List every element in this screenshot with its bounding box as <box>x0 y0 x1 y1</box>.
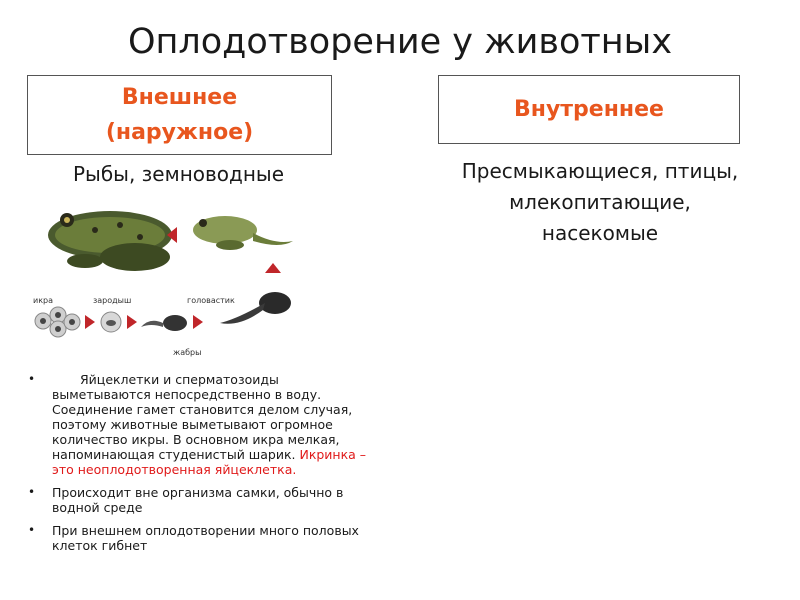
internal-label: Внутреннее <box>514 97 664 122</box>
internal-examples-caption <box>430 156 770 249</box>
bullet-item <box>28 372 373 477</box>
bullet-item <box>28 523 373 553</box>
internal-examples-line1: Пресмыкающиеся, птицы, <box>461 159 739 183</box>
embryo-icon <box>101 312 121 332</box>
label-embryo: зародыш <box>93 296 132 305</box>
bullet-list <box>28 372 373 561</box>
label-tadpole: головастик <box>187 296 235 305</box>
eggs-icon <box>35 307 80 337</box>
bullet-highlight: Икринка – это неоплодотворенная яйцеклетка. <box>52 447 367 477</box>
bullet-item <box>28 485 373 515</box>
label-eggs: икра <box>33 296 54 305</box>
internal-examples-line3: насекомые <box>541 221 659 245</box>
froglet-icon <box>193 216 293 250</box>
arrow-right-icon <box>127 315 137 329</box>
adult-frog-icon <box>48 211 172 271</box>
slide-title: Оплодотворение у животных <box>127 22 673 62</box>
external-examples-caption: Рыбы, земноводные <box>72 162 285 186</box>
label-gills: жабры <box>173 348 202 357</box>
arrow-right-icon <box>85 315 95 329</box>
external-label-line1: Внешнее <box>121 85 238 110</box>
bullet-text: При внешнем оплодотворении много половых клеток гибнет <box>52 523 359 553</box>
bullet-text: Яйцеклетки и сперматозоиды выметываются непосредственно в воду. Соединение гамет становится делом случая, поэтому животные выметывают огромное количество икры. В основном икра мелкая, напоминающая студенистый шарик. <box>52 372 353 462</box>
arrow-up-icon <box>265 263 281 273</box>
bullet-text: Происходит вне организма самки, обычно в водной среде <box>52 485 344 515</box>
external-label-line2: (наружное) <box>105 120 254 145</box>
arrow-right-icon <box>193 315 203 329</box>
external-fertilization-box <box>27 75 332 155</box>
tadpole-small-icon <box>141 315 187 331</box>
internal-examples-line2: млекопитающие, <box>509 190 691 214</box>
frog-development-figure <box>25 195 375 360</box>
internal-fertilization-box <box>438 75 740 144</box>
